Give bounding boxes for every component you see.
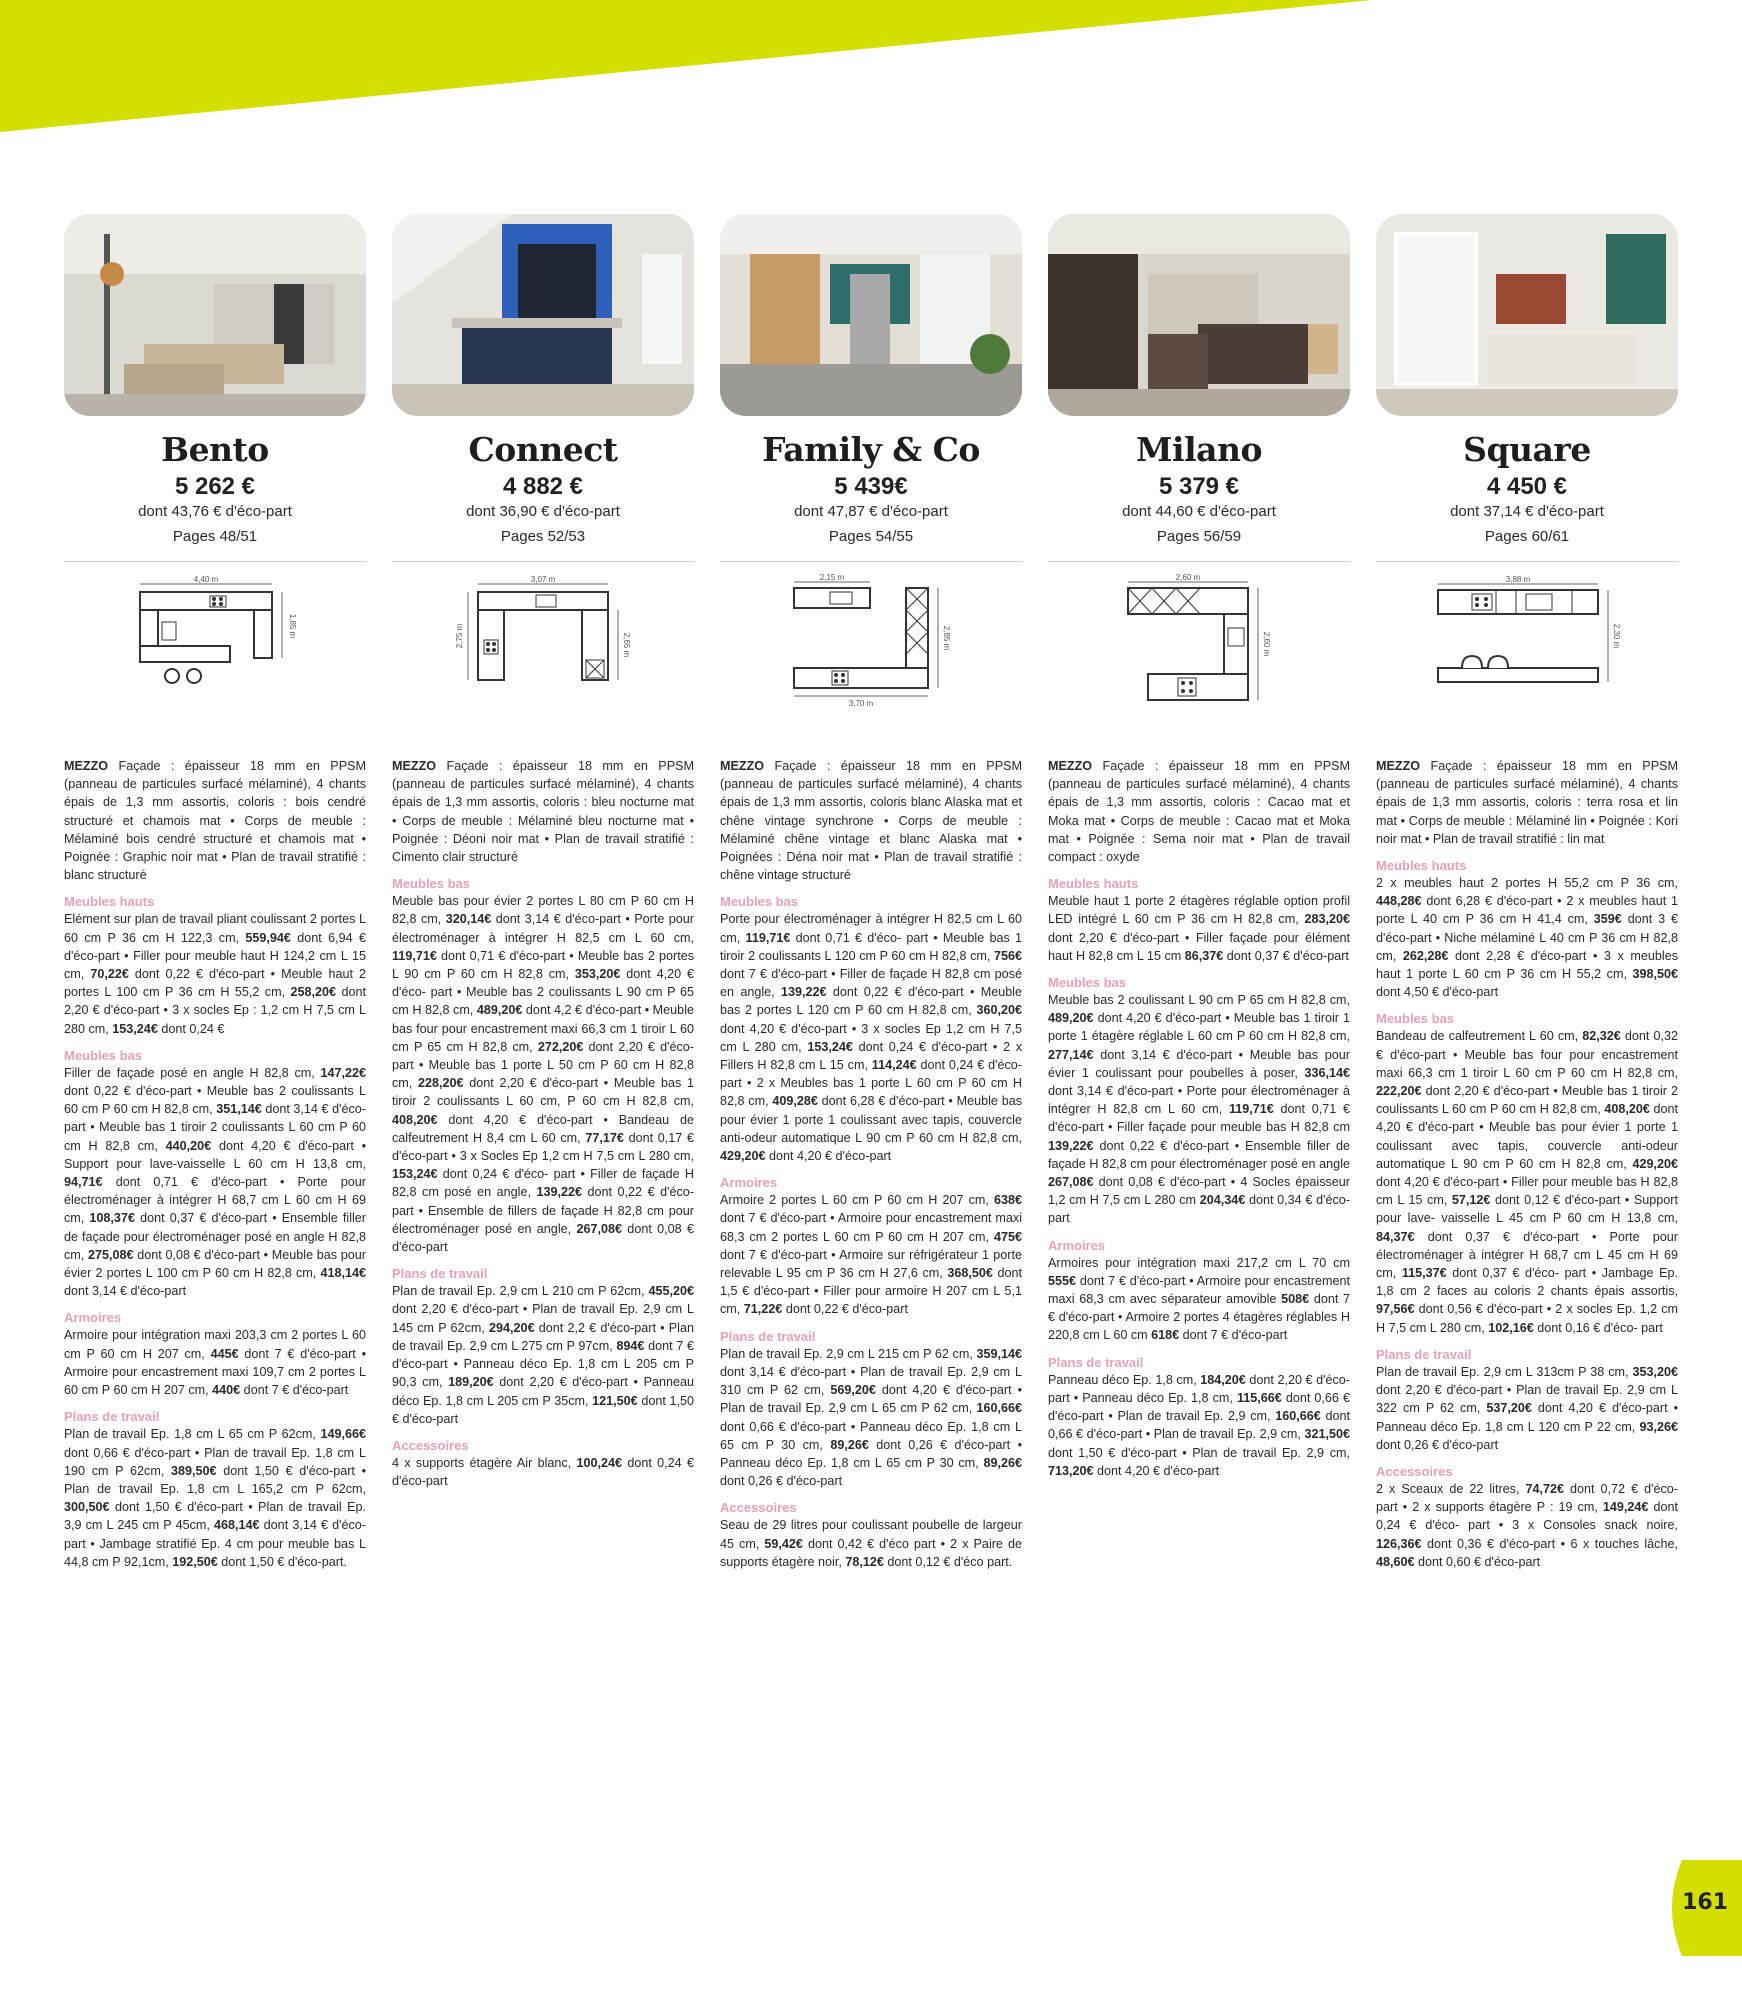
kitchen-card-bento bbox=[64, 214, 366, 1571]
section-heading-plans: Plans de travail bbox=[1048, 1354, 1144, 1370]
section-heading-accessoires: Accessoires bbox=[720, 1500, 797, 1516]
kitchen-name: Square bbox=[1463, 430, 1591, 469]
kitchen-price: 5 439€ bbox=[834, 473, 908, 500]
kitchen-card-connect bbox=[392, 214, 694, 1490]
kitchen-price: 4 882 € bbox=[502, 473, 584, 500]
section-text: Panneau déco Ep. 1,8 cm, 184,20€ dont 2,20 € d'éco-part • Panneau déco Ep. 1,8 cm, 115,66€ dont 0,66 € d'éco-part • Plan de travail Ep. 2,9 cm, 160,66€ dont 0,66 € d'éco-part • Plan de travail Ep. 2,9 cm, 321,50€ dont 1,50 € d'éco-part • Plan de travail Ep. 2,9 cm, 713,20€ dont 4,20 € d'éco-part bbox=[1048, 1372, 1351, 1478]
kitchen-eco-part: dont 36,90 € d'éco-part bbox=[466, 503, 620, 520]
divider bbox=[720, 561, 1022, 562]
section-text: Armoires pour intégration maxi 217,2 cm L 70 cm 555€ dont 7 € d'éco-part • Armoire pour encastrement maxi 68,3 cm avec séparateur amovible 508€ dont 7 € d'éco-part • Armoire 2 portes 4 étagères réglables H 220,8 cm L 60 cm 618€ dont 7 € d'éco-part bbox=[1048, 1255, 1351, 1343]
section-text: Plan de travail Ep. 1,8 cm L 65 cm P 62cm, 149,66€ dont 0,66 € d'éco-part • Plan de travail Ep. 1,8 cm L 190 cm P 62cm, 389,50€ dont 1,50 € d'éco-part • Plan de travail Ep. 1,8 cm L 165,2 cm P 62cm, 300,50€ dont 1,50 € d'éco-part • Plan de travail Ep. 3,9 cm L 245 cm P 45cm, 468,14€ dont 3,14 € d'éco-part • Jambage stratifié Ep. 4 cm pour meuble bas L 44,8 cm P 92,1cm, 192,50€ dont 1,50 € d'éco-part. bbox=[64, 1427, 366, 1569]
kitchen-photo-square bbox=[1376, 214, 1678, 416]
section-heading-bas: Meubles bas bbox=[1048, 975, 1127, 991]
divider bbox=[1048, 561, 1350, 562]
dim-top: 2,60 m bbox=[1175, 573, 1201, 582]
section-heading-bas: Meubles bas bbox=[392, 876, 471, 892]
divider bbox=[64, 561, 366, 562]
kitchen-photo-connect bbox=[392, 214, 694, 416]
section-text: Armoire 2 portes L 60 cm P 60 cm H 207 cm, 638€ dont 7 € d'éco-part • Armoire pour encastrement maxi 68,3 cm 2 portes L 60 cm P 60 cm H 207 cm, 475€ dont 7 € d'éco-part • Armoire sur réfrigérateur 1 porte relevable L 95 cm P 36 cm H 27,6 cm, 368,50€ dont 1,5 € d'éco-part • Filler pour armoire H 207 cm L 5,1 cm, 71,22€ dont 0,22 € d'éco-part bbox=[720, 1193, 1022, 1317]
section-heading-plans: Plans de travail bbox=[64, 1409, 160, 1425]
kitchen-price: 5 262 € bbox=[174, 473, 256, 500]
kitchen-name: Milano bbox=[1136, 430, 1262, 469]
section-text: Porte pour électroménager à intégrer H 82,5 cm L 60 cm, 119,71€ dont 0,71 € d'éco- part • Meuble bas 1 tiroir 2 coulissants L 120 cm P 60 cm H 82,8 cm, 756€ dont 7 € d'éco-part • Filler de façade H 82,8 cm posé en angle, 139,22€ dont 0,22 € d'éco-part • Meuble bas 2 portes L 120 cm P 60 cm H 82,8 cm, 360,20€ dont 4,20 € d'éco-part • 3 x socles Ep 1,2 cm H 7,5 cm L 280 cm, 153,24€ dont 0,24 € d'éco-part • 2 x Fillers H 82,8 cm L 15 cm, 114,24€ dont 0,24 € d'éco-part • 2 x Meubles bas 1 porte L 60 cm P 60 cm H 82,8 cm, 409,28€ dont 6,28 € d'éco-part • Meuble bas pour évier 1 porte 1 coulissant avec tapis, couvercle anti-odeur automatique L 90 cm P 60 cm H 82,8 cm, 429,20€ dont 4,20 € d'éco-part bbox=[720, 912, 1023, 1164]
section-text: Armoire pour intégration maxi 203,3 cm 2 portes L 60 cm P 60 cm H 207 cm, 445€ dont 7 € d'éco-part • Armoire pour encastrement maxi 109,7 cm 2 portes L 60 cm P 60 cm H 207 cm, 440€ dont 7 € d'éco-part bbox=[64, 1328, 366, 1398]
kitchen-description: MEZZO Façade : épaisseur 18 mm en PPSM (panneau de particules surfacé mélaminé), 4 chants épais de 1,3 mm assortis, coloris : terra rosa et lin mat • Corps de meuble : Mélaminé lin • Poignée : Kori noir mat • Plan de travail stratifié : lin mat bbox=[1376, 759, 1679, 846]
kitchen-eco-part: dont 37,14 € d'éco-part bbox=[1450, 503, 1604, 520]
section-text: 2 x meubles haut 2 portes H 55,2 cm P 36 cm, 448,28€ dont 6,28 € d'éco-part • 2 x meubles haut 1 porte L 40 cm P 36 cm H 41,4 cm, 359€ dont 3 € d'éco-part • Niche mélaminé L 40 cm P 36 cm H 82,8 cm, 262,28€ dont 2,28 € d'éco-part • 3 x meubles haut 1 porte L 60 cm P 36 cm H 55,2 cm, 398,50€ dont 4,50 € d'éco-part bbox=[1376, 876, 1678, 1000]
divider bbox=[1376, 561, 1678, 562]
section-heading-accessoires: Accessoires bbox=[1376, 1463, 1453, 1479]
kitchen-price: 4 450 € bbox=[1486, 473, 1568, 500]
kitchen-card-milano bbox=[1048, 214, 1350, 1480]
kitchen-description: MEZZO Façade : épaisseur 18 mm en PPSM (panneau de particules surfacé mélaminé), 4 chants épais de 1,3 mm assortis, coloris : Cacao mat et Moka mat • Corps de meuble : Cacao mat et Moka mat • Poignée : Sema noir mat • Plan de travail compact : oxyde bbox=[1048, 759, 1351, 865]
section-heading-hauts: Meubles hauts bbox=[1048, 876, 1139, 892]
section-text: Plan de travail Ep. 2,9 cm L 210 cm P 62cm, 455,20€ dont 2,20 € d'éco-part • Plan de travail Ep. 2,9 cm L 145 cm P 62cm, 294,20€ dont 2,2 € d'éco-part • Plan de travail Ep. 2,9 cm L 275 cm P 97cm, 894€ dont 7 € d'éco-part • Panneau déco Ep. 1,8 cm L 205 cm P 90,3 cm, 189,20€ dont 2,20 € d'éco-part • Panneau déco Ep. 1,8 cm L 205 cm P 35cm, 121,50€ dont 1,50 € d'éco-part bbox=[392, 1284, 695, 1426]
kitchen-pages: Pages 56/59 bbox=[1156, 528, 1242, 545]
kitchen-photo-family-co bbox=[720, 214, 1022, 416]
kitchen-name: Bento bbox=[161, 430, 269, 469]
kitchen-name: Family & Co bbox=[762, 430, 980, 469]
dim-width: 3,07 m bbox=[530, 575, 556, 584]
section-text: Meuble bas pour évier 2 portes L 80 cm P 60 cm H 82,8 cm, 320,14€ dont 3,14 € d'éco-part • Porte pour électroménager à intégrer H 82,5 cm L 60 cm, 119,71€ dont 0,71 € d'éco-part • Meuble bas 2 portes L 90 cm P 60 cm H 82,8 cm, 353,20€ dont 4,20 € d'éco- part • Meuble bas 2 coulissants L 90 cm P 65 cm H 82,8 cm, 489,20€ dont 4,2 € d'éco-part • Meuble bas four pour encastrement maxi 66,3 cm 1 tiroir L 60 cm P 65 cm H 82,8 cm, 272,20€ dont 2,20 € d'éco-part • Meuble bas 1 porte L 50 cm P 60 cm H 82,8 cm, 228,20€ dont 2,20 € d'éco-part • Meuble bas 1 tiroir 2 coulissants L 60 cm, P 60 cm H 82,8 cm, 408,20€ dont 4,20 € d'éco-part • Bandeau de calfeutrement H 8,4 cm L 60 cm, 77,17€ dont 0,17 € d'éco-part • 3 x Socles Ep 1,2 cm H 7,5 cm L 280 cm, 153,24€ dont 0,24 € d'éco- part • Filler de façade H 82,8 cm posé en angle, 139,22€ dont 0,22 € d'éco-part • Ensemble de fillers de façade H 82,8 cm pour électroménager posé en angle, 267,08€ dont 0,08 € d'éco-part bbox=[392, 894, 695, 1255]
section-heading-accessoires: Accessoires bbox=[392, 1437, 469, 1453]
dim-right: 2,65 m bbox=[622, 632, 631, 658]
kitchen-description: MEZZO Façade : épaisseur 18 mm en PPSM (panneau de particules surfacé mélaminé), 4 chants épais de 1,3 mm assortis, coloris : bois cendré structuré et chamois mat • Corps de meuble : Mélaminé bois cendré structuré et chamois mat • Poignée : Graphic noir mat • Plan de travail stratifié : blanc structuré bbox=[64, 759, 367, 883]
dim-right: 2,30 m bbox=[1612, 623, 1621, 649]
section-heading-bas: Meubles bas bbox=[1376, 1011, 1455, 1027]
dim-width: 4,40 m bbox=[193, 575, 219, 584]
section-text: 4 x supports étagère Air blanc, 100,24€ dont 0,24 € d'éco-part bbox=[392, 1455, 694, 1489]
floor-plan-milano bbox=[1048, 570, 1350, 738]
section-heading-plans: Plans de travail bbox=[1376, 1346, 1472, 1362]
floor-plan-bento bbox=[64, 570, 366, 738]
section-text: 2 x Sceaux de 22 litres, 74,72€ dont 0,72 € d'éco- part • 2 x supports étagère P : 19 cm, 149,24€ dont 0,24 € d'éco- part • 3 x Consoles snack noire, 126,36€ dont 0,36 € d'éco-part • 6 x touches lâche, 48,60€ dont 0,60 € d'éco-part bbox=[1376, 1481, 1678, 1569]
section-heading-armoires: Armoires bbox=[720, 1175, 778, 1191]
kitchen-name: Connect bbox=[468, 430, 618, 469]
kitchen-description: MEZZO Façade : épaisseur 18 mm en PPSM (panneau de particules surfacé mélaminé), 4 chants épais de 1,3 mm assortis, coloris blanc Alaska mat et chêne vintage synchrone • Corps de meuble : Mélaminé chêne vintage et blanc Alaska mat • Poignées : Déna noir mat • Plan de travail stratifié : chêne vintage structuré bbox=[720, 759, 1023, 883]
section-heading-plans: Plans de travail bbox=[392, 1266, 488, 1282]
kitchen-eco-part: dont 44,60 € d'éco-part bbox=[1122, 503, 1276, 520]
section-text: Filler de façade posé en angle H 82,8 cm, 147,22€ dont 0,22 € d'éco-part • Meuble bas 2 coulissants L 60 cm P 60 cm H 82,8 cm, 351,14€ dont 3,14 € d'éco-part • Meuble bas 1 tiroir 2 coulissants L 60 cm P 60 cm H 82,8 cm, 440,20€ dont 4,20 € d'éco-part • Support pour lave-vaisselle L 60 cm H 13,8 cm, 94,71€ dont 0,71 € d'éco-part • Porte pour électroménager à intégrer H 68,7 cm L 60 cm H 69 cm, 108,37€ dont 0,37 € d'éco-part • Ensemble filler de façade pour électroménager posé en angle H 82,8 cm, 275,08€ dont 0,08 € d'éco-part • Meuble bas pour évier 2 portes L 100 cm P 60 cm H 82,8 cm, 418,14€ dont 3,14 € d'éco-part bbox=[64, 1065, 366, 1299]
floor-plan-square bbox=[1376, 570, 1678, 738]
section-text: Meuble haut 1 porte 2 étagères réglable option profil LED intégré L 60 cm P 36 cm H 82,8 cm, 283,20€ dont 2,20 € d'éco-part • Filler façade pour élément haut H 82,8 cm L 15 cm 86,37€ dont 0,37 € d'éco-part bbox=[1048, 894, 1350, 963]
kitchen-card-square bbox=[1376, 214, 1678, 1571]
dim-depth: 1,85 m bbox=[288, 613, 297, 639]
dim-width: 3,88 m bbox=[1505, 575, 1531, 584]
section-text: Seau de 29 litres pour coulissant poubelle de largeur 45 cm, 59,42€ dont 0,42 € d'éco part • 2 x Paire de supports étagère noir, 78,12€ dont 0,12 € d'éco part. bbox=[720, 1518, 1022, 1569]
section-text: Plan de travail Ep. 2,9 cm L 313cm P 38 cm, 353,20€ dont 2,20 € d'éco-part • Plan de travail Ep. 2,9 cm L 322 cm P 62 cm, 537,20€ dont 4,20 € d'éco-part • Panneau déco Ep. 1,8 cm L 120 cm P 22 cm, 93,26€ dont 0,26 € d'éco-part bbox=[1376, 1364, 1678, 1452]
section-heading-bas: Meubles bas bbox=[720, 894, 799, 910]
section-text: Elément sur plan de travail pliant coulissant 2 portes L 60 cm P 36 cm H 122,3 cm, 559,94€ dont 6,94 € d'éco-part • Filler pour meuble haut H 124,2 cm L 15 cm, 70,22€ dont 0,22 € d'éco-part • Meuble haut 2 portes L 100 cm P 36 cm H 55,2 cm, 258,20€ dont 2,20 € d'éco-part • 3 x socles Ep : 1,2 cm H 7,5 cm L 280 cm, 153,24€ dont 0,24 € bbox=[64, 912, 366, 1036]
dim-right: 2,85 m bbox=[942, 625, 951, 651]
dim-top: 2,15 m bbox=[819, 573, 845, 582]
divider bbox=[392, 561, 694, 562]
page-number: 161 bbox=[1682, 1890, 1728, 1915]
floor-plan-connect bbox=[392, 570, 694, 738]
kitchen-eco-part: dont 43,76 € d'éco-part bbox=[138, 503, 292, 520]
accent-band bbox=[0, 0, 1742, 140]
kitchen-description: MEZZO Façade : épaisseur 18 mm en PPSM (panneau de particules surfacé mélaminé), 4 chants épais de 1,3 mm assortis, coloris : bleu nocturne mat • Corps de meuble : Mélaminé bleu nocturne mat • Poignée : Déoni noir mat • Plan de travail stratifié : Cimento clair structuré bbox=[392, 759, 695, 865]
kitchen-card-family-co bbox=[720, 214, 1022, 1571]
kitchen-pages: Pages 48/51 bbox=[172, 528, 258, 545]
dim-bottom: 3,70 m bbox=[848, 699, 874, 708]
dim-right: 2,60 m bbox=[1262, 631, 1271, 657]
section-heading-bas: Meubles bas bbox=[64, 1047, 143, 1063]
section-text: Bandeau de calfeutrement L 60 cm, 82,32€ dont 0,32 € d'éco-part • Meuble bas four pour encastrement maxi 66,3 cm 1 tiroir L 60 cm P 60 cm H 82,8 cm, 222,20€ dont 2,20 € d'éco-part • Meuble bas 1 tiroir 2 coulissants L 60 cm P 60 cm H 82,8 cm, 408,20€ dont 4,20 € d'éco-part • Meuble bas pour évier 1 porte 1 coulissant avec tapis, couvercle anti-odeur automatique L 90 cm P 60 cm H 82,8 cm, 429,20€ dont 4,20 € d'éco-part • Filler pour meuble bas H 82,8 cm L 15 cm, 57,12€ dont 0,12 € d'éco-part • Support pour lave- vaisselle L 45 cm P 60 cm H 13,8 cm, 84,37€ dont 0,37 € d'éco-part • Porte pour électroménager à intégrer H 68,7 cm L 45 cm H 69 cm, 115,37€ dont 0,37 € d'éco- part • Jambage Ep. 1,8 cm 2 faces au coloris 2 chants épais assortis, 97,56€ dont 0,56 € d'éco-part • 2 x socles Ep. 1,2 cm H 7,5 cm L 280 cm, 102,16€ dont 0,16 € d'éco- part bbox=[1376, 1029, 1679, 1335]
floor-plan-family-co bbox=[720, 570, 1022, 738]
section-heading-hauts: Meubles hauts bbox=[64, 894, 155, 910]
section-heading-armoires: Armoires bbox=[64, 1310, 122, 1326]
section-text: Meuble bas 2 coulissant L 90 cm P 65 cm H 82,8 cm, 489,20€ dont 4,20 € d'éco-part • Meuble bas 1 tiroir 1 porte 1 étagère réglable L 60 cm P 60 cm H 82,8 cm, 277,14€ dont 3,14 € d'éco-part • Meuble bas pour évier 1 coulissant pour poubelles à poser, 336,14€ dont 3,14 € d'éco-part • Porte pour électroménager à intégrer H 82,8 cm L 60 cm, 119,71€ dont 0,71 € d'éco-part • Filler façade pour meuble bas H 82,8 cm 139,22€ dont 0,22 € d'éco-part • Ensemble filler de façade H 82,8 cm pour électroménager posé en angle 267,08€ dont 0,08 € d'éco-part • 4 Socles épaisseur 1,2 cm H 7,5 cm L 280 cm 204,34€ dont 0,34 € d'éco-part bbox=[1048, 993, 1351, 1226]
section-heading-plans: Plans de travail bbox=[720, 1328, 816, 1344]
kitchen-eco-part: dont 47,87 € d'éco-part bbox=[794, 503, 948, 520]
dim-left: 2,75 m bbox=[455, 623, 464, 649]
section-heading-armoires: Armoires bbox=[1048, 1237, 1106, 1253]
kitchen-photo-milano bbox=[1048, 214, 1350, 416]
kitchen-pages: Pages 52/53 bbox=[500, 528, 586, 545]
kitchen-pages: Pages 60/61 bbox=[1484, 528, 1570, 545]
kitchen-photo-bento bbox=[64, 214, 366, 416]
kitchen-pages: Pages 54/55 bbox=[828, 528, 914, 545]
kitchen-price: 5 379 € bbox=[1158, 473, 1240, 500]
section-heading-hauts: Meubles hauts bbox=[1376, 858, 1467, 874]
section-text: Plan de travail Ep. 2,9 cm L 215 cm P 62 cm, 359,14€ dont 3,14 € d'éco-part • Plan de travail Ep. 2,9 cm L 310 cm P 62 cm, 569,20€ dont 4,20 € d'éco-part • Plan de travail Ep. 2,9 cm L 65 cm P 62 cm, 160,66€ dont 0,66 € d'éco-part • Panneau déco Ep. 1,8 cm L 65 cm P 30 cm, 89,26€ dont 0,26 € d'éco-part • Panneau déco Ep. 1,8 cm L 65 cm P 30 cm, 89,26€ dont 0,26 € d'éco-part bbox=[720, 1346, 1022, 1489]
